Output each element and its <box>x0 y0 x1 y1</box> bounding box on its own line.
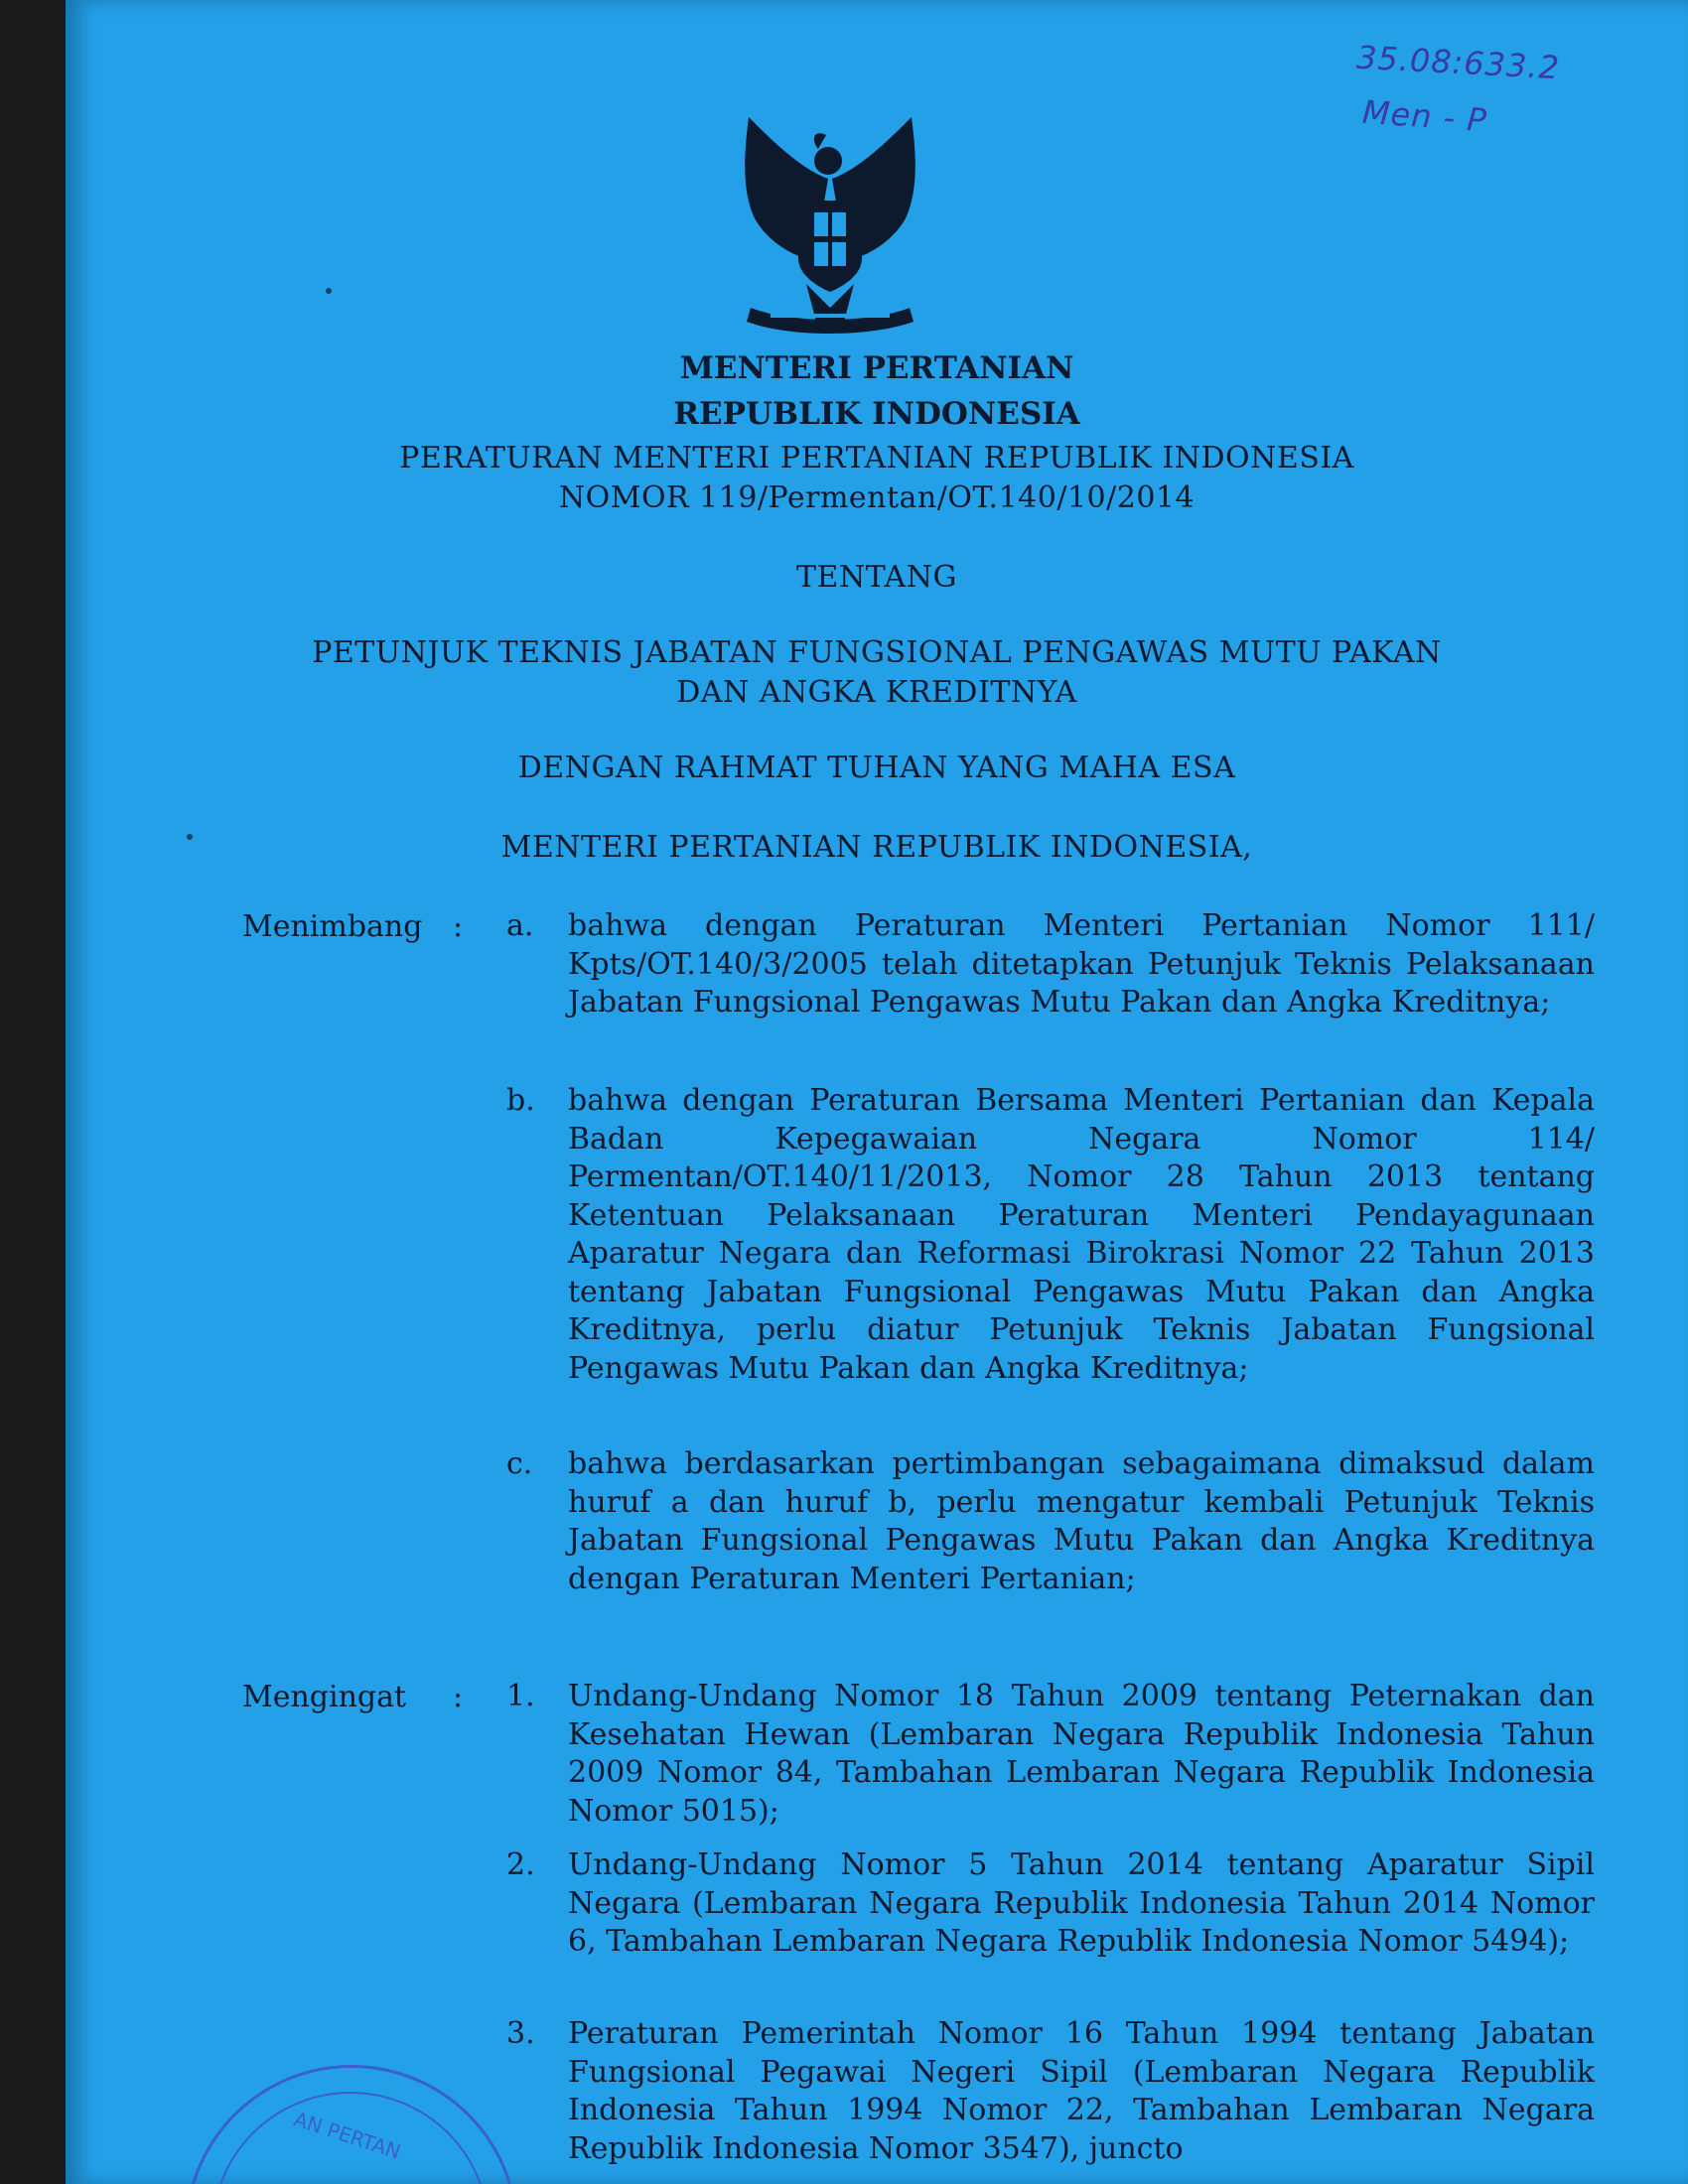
authority-line: MENTERI PERTANIAN REPUBLIK INDONESIA, <box>500 830 1253 865</box>
regulation-title: PERATURAN MENTERI PERTANIAN REPUBLIK INDONESIA <box>399 441 1354 476</box>
item-marker: 1. <box>506 1679 535 1713</box>
item-marker: 3. <box>506 2016 535 2051</box>
menimbang-colon: : <box>453 909 464 944</box>
document-page <box>66 0 1688 2184</box>
item-text: bahwa dengan Peraturan Bersama Menteri Pertanian dan Kepala Badan Kepegawaian Negara Nomor 114/ Permentan/OT.140/11/2013, Nomor 28 Tahun 2013 tentang Ketentuan Pelaksanaan Peraturan Menteri Pendayagunaan Aparatur Negara dan Reformasi Birokrasi Nomor 22 Tahun 2013 tentang Jabatan Fungsional Pengawas Mutu Pakan dan Angka Kreditnya, perlu diatur Petunjuk Teknis Jabatan Fungsional Pengawas Mutu Pakan dan Angka Kreditnya; <box>568 1083 1595 1386</box>
item-text: Undang-Undang Nomor 5 Tahun 2014 tentang Aparatur Sipil Negara (Lembaran Negara Republik Indonesia Tahun 2014 Nomor 6, Tambahan Lembaran Negara Republik Indonesia Nomor 5494); <box>568 1847 1595 1959</box>
blessing-line: DENGAN RAHMAT TUHAN YANG MAHA ESA <box>517 751 1236 785</box>
speck-mark <box>187 834 193 840</box>
mengingat-label: Mengingat <box>242 1680 407 1714</box>
item-marker: c. <box>506 1446 533 1481</box>
regulation-number: NOMOR 119/Permentan/OT.140/10/2014 <box>558 480 1196 515</box>
item-marker: b. <box>506 1083 535 1118</box>
item-text: Peraturan Pemerintah Nomor 16 Tahun 1994 tentang Jabatan Fungsional Pegawai Negeri Sipil (Lembaran Negara Republik Indonesia Tahun 1994 Nomor 22, Tambahan Lembaran Negara Republik Indonesia Nomor 3547), juncto <box>568 2016 1595 2166</box>
item-text: bahwa berdasarkan pertimbangan sebagaimana dimaksud dalam huruf a dan huruf b, perlu mengatur kembali Petunjuk Teknis Jabatan Fungsional Pengawas Mutu Pakan dan Angka Kreditnya dengan Peraturan Menteri Pertanian; <box>568 1446 1595 1596</box>
garuda-pancasila-emblem-icon <box>711 109 949 338</box>
official-stamp <box>185 2065 518 2184</box>
minister-title-line1: MENTERI PERTANIAN <box>679 350 1074 386</box>
item-text: Undang-Undang Nomor 18 Tahun 2009 tentang Peternakan dan Kesehatan Hewan (Lembaran Negara Republik Indonesia Tahun 2009 Nomor 84, Tambahan Lembaran Negara Republik Indonesia Nomor 5015); <box>568 1679 1595 1829</box>
item-text: bahwa dengan Peraturan Menteri Pertanian Nomor 111/ Kpts/OT.140/3/2005 telah ditetapkan Petunjuk Teknis Pelaksanaan Jabatan Fungsional Pengawas Mutu Pakan dan Angka Kreditnya; <box>568 908 1595 1020</box>
handwritten-catalog-number: 35.08:633.2 <box>1355 38 1561 87</box>
subject-line1: PETUNJUK TEKNIS JABATAN FUNGSIONAL PENGAWAS MUTU PAKAN <box>312 635 1442 670</box>
subject-line2: DAN ANGKA KREDITNYA <box>676 675 1077 710</box>
item-marker: a. <box>506 908 534 943</box>
speck-mark <box>326 288 332 294</box>
minister-title-line2: REPUBLIK INDONESIA <box>673 396 1080 432</box>
stamp-text: AN PERTAN <box>291 2107 404 2164</box>
item-marker: 2. <box>506 1847 535 1882</box>
menimbang-label: Menimbang <box>242 909 423 944</box>
mengingat-colon: : <box>453 1680 464 1714</box>
handwritten-catalog-code: Men - P <box>1360 92 1488 140</box>
tentang-heading: TENTANG <box>796 560 957 595</box>
